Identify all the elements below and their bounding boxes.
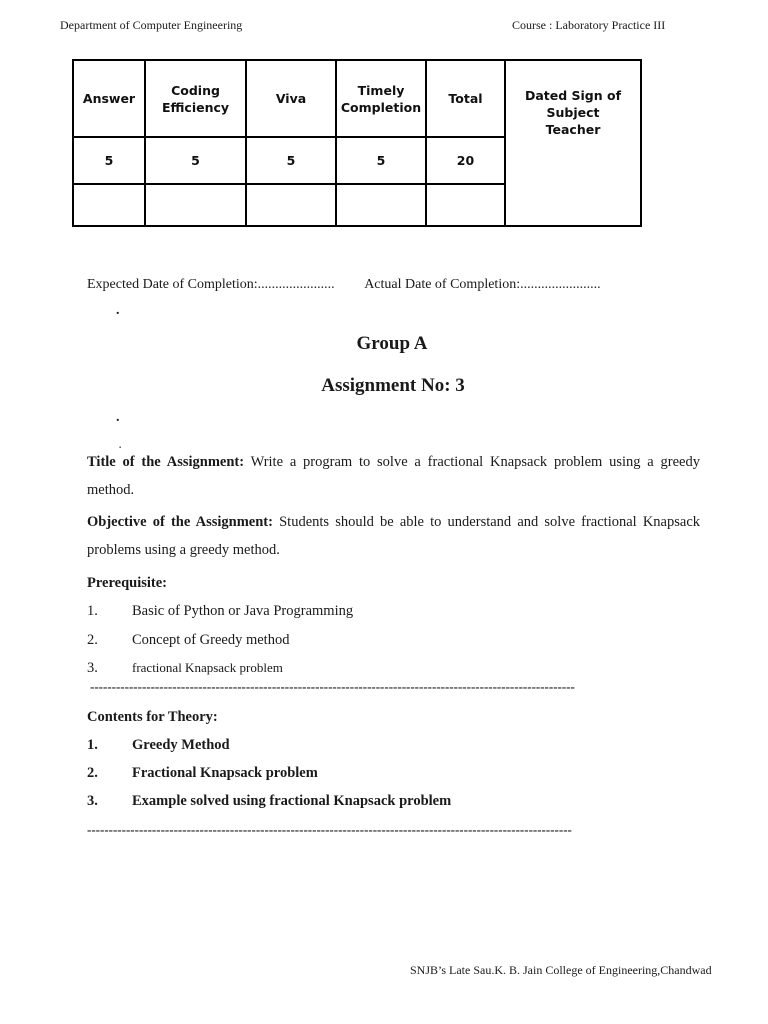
list-number: 3. xyxy=(87,793,98,809)
header-department: Department of Computer Engineering xyxy=(60,18,243,32)
list-text: fractional Knapsack problem xyxy=(132,660,283,675)
score-viva-cell xyxy=(246,184,336,226)
objective-label: Objective of the Assignment: xyxy=(87,514,273,530)
footer-college: SNJB’s Late Sau.K. B. Jain College of Engineering,Chandwad xyxy=(410,963,712,977)
col-teacher-sign xyxy=(505,60,641,226)
col-timely-completion xyxy=(336,60,426,137)
expected-date: Expected Date of Completion:...................... xyxy=(87,277,335,292)
list-text: Basic of Python or Java Programming xyxy=(132,603,354,619)
list-text: Fractional Knapsack problem xyxy=(132,765,318,781)
list-text: Greedy Method xyxy=(132,737,230,753)
list-item xyxy=(87,737,230,754)
score-coding-cell xyxy=(145,184,246,226)
actual-date: Actual Date of Completion:....................... xyxy=(364,277,601,292)
col-total: Total xyxy=(426,60,505,137)
col-viva: Viva xyxy=(246,60,336,137)
group-heading: Group A xyxy=(356,333,428,354)
objective-text: Students should be able to understand and solve fractional Knapsack problems using a greedy method. xyxy=(87,514,701,558)
list-number: 1. xyxy=(87,737,98,753)
max-answer: 5 xyxy=(73,137,145,184)
title-text: Write a program to solve a fractional Knapsack problem using a greedy method. xyxy=(87,454,700,498)
score-answer-cell xyxy=(73,184,145,226)
completion-dates xyxy=(87,277,601,293)
divider-rule: ---------------------------------------------------------------------------------------------------------------- xyxy=(90,679,575,694)
list-item xyxy=(87,660,283,677)
col-answer: Answer xyxy=(73,60,145,137)
max-timely: 5 xyxy=(336,137,426,184)
list-text: Concept of Greedy method xyxy=(132,632,290,648)
score-timely-cell xyxy=(336,184,426,226)
stray-dot: . xyxy=(116,303,120,318)
list-text: Example solved using fractional Knapsack problem xyxy=(132,793,452,809)
col-coding-line1: Coding xyxy=(171,82,220,98)
header-course: Course : Laboratory Practice III xyxy=(512,18,666,32)
col-coding-efficiency xyxy=(145,60,246,137)
prerequisite-heading: Prerequisite: xyxy=(87,575,167,591)
assignment-title xyxy=(87,448,700,504)
list-number: 3. xyxy=(87,660,98,676)
score-total-cell xyxy=(426,184,505,226)
list-number: 2. xyxy=(87,632,98,648)
max-viva: 5 xyxy=(246,137,336,184)
list-number: 1. xyxy=(87,603,98,619)
marks-table xyxy=(72,59,642,227)
title-label: Title of the Assignment: xyxy=(87,454,245,470)
stray-dot: . xyxy=(116,410,120,425)
divider-rule: ---------------------------------------------------------------------------------------------------------------- xyxy=(87,822,572,837)
col-timely-line1: Timely xyxy=(357,82,405,98)
col-coding-line2: Efficiency xyxy=(161,99,230,115)
list-item xyxy=(87,765,318,782)
list-item xyxy=(87,632,289,649)
max-total: 20 xyxy=(426,137,505,184)
list-number: 2. xyxy=(87,765,98,781)
assignment-heading: Assignment No: 3 xyxy=(321,375,465,396)
col-sign-line1: Dated Sign of Subject xyxy=(524,88,622,120)
list-item xyxy=(87,603,353,620)
stray-dot: . xyxy=(119,440,122,450)
max-coding: 5 xyxy=(145,137,246,184)
theory-heading: Contents for Theory: xyxy=(87,709,218,725)
assignment-objective xyxy=(87,508,700,564)
col-sign-line2: Teacher xyxy=(545,122,601,137)
table-header-row xyxy=(73,60,641,137)
list-item xyxy=(87,793,451,810)
col-timely-line2: Completion xyxy=(340,99,422,115)
